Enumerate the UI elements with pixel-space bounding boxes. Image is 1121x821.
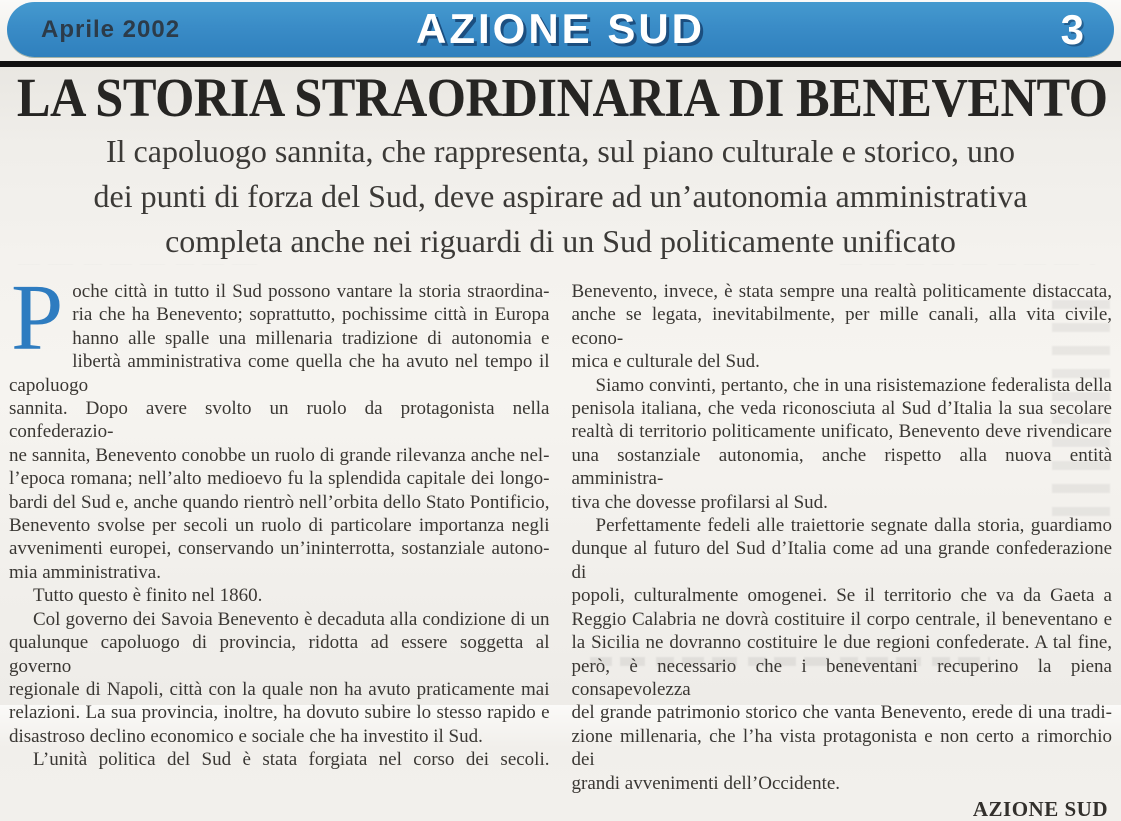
masthead-bar [7,2,1114,57]
article-body [0,266,1121,821]
subtitle-line: completa anche nei riguardi di un Sud politicamente unificato [165,223,956,259]
headline: LA STORIA STRAORDINARIA DI BENEVENTO [16,68,1108,129]
text-line: Benevento svolse per secoli un ruolo di particolare importanza negli [9,515,550,537]
text-line: mia amministrativa. [9,561,161,583]
text-line: realtà di territorio politicamente unificato, Benevento deve rivendicare [571,421,1112,443]
text-line: libertà amministrativa come quella che ha avuto nel tempo il capoluogo [9,351,550,396]
byline: AZIONE SUD [972,796,1108,821]
text-line: zione millenaria, che l’ha vista protagonista e non certo a rimorchio dei [571,725,1112,771]
text-line: Siamo convinti, pertanto, che in una risistemazione federalista della [595,374,1112,396]
text-line: la Sicilia ne dovranno costituire le due regioni confederate. A tal fine, [571,632,1112,654]
text-line: disastroso declino economico e sociale che ha investito il Sud. [9,725,483,747]
paragraph [572,374,1113,514]
text-line: oche città in tutto il Sud possono vantare la storia straordina- [72,281,550,302]
text-line: tiva che dovesse profilarsi al Sud. [571,491,828,513]
text-line: grandi avvenimenti dell’Occidente. [571,772,841,794]
text-line: relazioni. La sua provincia, inoltre, ha dovuto subire lo stesso rapido e [9,702,550,724]
paragraph [9,748,550,771]
text-line: regionale di Napoli, città con la quale non ha avuto praticamente mai [9,678,550,700]
drop-cap: P [11,266,64,370]
text-line: mica e culturale del Sud. [571,351,760,373]
column-right [572,280,1113,821]
subtitle [0,129,1121,264]
paragraph [9,266,550,584]
text-line: bardi del Sud e, anche quando rientrò nell’orbita dello Stato Pontificio, [9,491,550,513]
issue-date: Aprile 2002 [41,15,181,43]
text-line: Col governo dei Savoia Benevento è decaduta alla condizione di un [33,608,550,630]
text-line: l’epoca romana; nell’alto medioevo fu la splendida capitale dei longo- [9,468,550,490]
text-line: L’unità politica del Sud è stata forgiata nel corso dei secoli. [33,749,550,771]
text-line: Perfettamente fedeli alle traiettorie segnate dalla storia, guardiamo [595,515,1112,537]
subtitle-line: dei punti di forza del Sud, deve aspirare ad un’autonomia amministrativa [93,178,1028,214]
text-line: avvenimenti europei, conservando un’ininterrotta, sostanziale autono- [9,538,550,560]
text-line: Benevento, invece, è stata sempre una realtà politicamente distaccata, [571,281,1112,302]
text-line: però, è necessario che i beneventani recuperino la piena consapevolezza [571,655,1112,700]
text-line: dunque al futuro del Sud d’Italia come ad una grande confederazione di [571,538,1112,583]
masthead-title: AZIONE SUD [415,4,706,52]
text-line: ne sannita, Benevento conobbe un ruolo di grande rilevanza anche nel- [9,444,550,466]
text-line: Reggio Calabria ne dovrà costituire il corpo centrale, il beneventano e [571,608,1112,630]
paragraph [9,584,550,607]
page-number: 3 [1060,5,1084,53]
text-line: una sostanziale autonomia, anche rispetto alla nuova entità amministra- [571,444,1112,490]
text-line: ria che ha Benevento; soprattutto, pochissime città in Europa [72,304,550,326]
paragraph [9,608,550,748]
text-line: anche se legata, inevitabilmente, per mille canali, alla vita civile, econo- [571,304,1112,349]
text-line: Tutto questo è finito nel 1860. [33,585,263,607]
subtitle-line: Il capoluogo sannita, che rappresenta, sul piano culturale e storico, uno [105,133,1016,169]
text-line: del grande patrimonio storico che vanta Benevento, erede di una tradi- [571,702,1112,724]
paragraph [572,280,1113,374]
text-line: sannita. Dopo avere svolto un ruolo da protagonista nella confederazio- [9,398,550,443]
article-header [0,67,1121,264]
text-line: hanno alle spalle una millenaria tradizione di autonomia e [72,327,550,349]
paragraph [572,514,1113,795]
newspaper-page [0,2,1121,821]
text-line: popoli, culturalmente omogenei. Se il territorio che va da Gaeta a [571,585,1112,607]
text-line: penisola italiana, che veda riconosciuta al Sud d’Italia la sua secolare [571,398,1112,420]
column-left [9,266,550,821]
text-line: qualunque capoluogo di provincia, ridotta ad essere soggetta al governo [9,632,550,677]
